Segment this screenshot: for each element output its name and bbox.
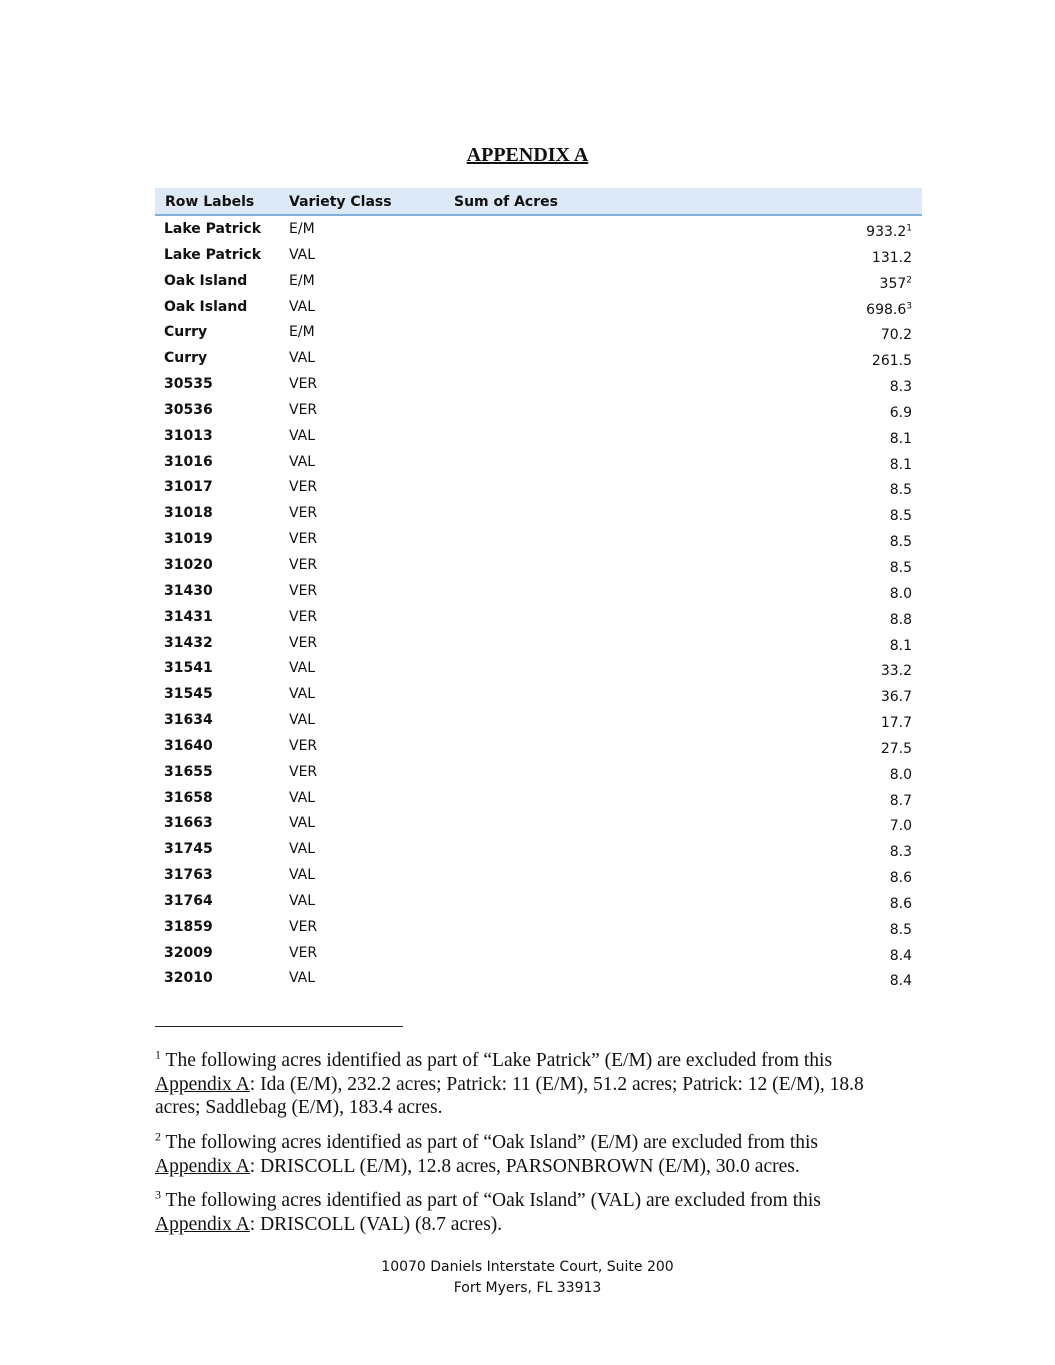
sum-of-acres — [890, 767, 912, 783]
acres-value: 70.2 — [880, 327, 912, 344]
acres-value: 27.5 — [880, 740, 912, 757]
table-row — [155, 578, 922, 604]
sum-of-acres — [890, 638, 912, 654]
acres-value: 8.0 — [889, 585, 912, 602]
sum-of-acres — [890, 379, 912, 395]
variety-class: VAL — [289, 686, 316, 703]
header-sum-of-acres: Sum of Acres — [454, 194, 558, 210]
row-label: 31018 — [164, 505, 213, 522]
acres-value: 6.9 — [889, 404, 912, 421]
sum-of-acres — [890, 586, 912, 602]
table-row — [155, 319, 922, 345]
table-row — [155, 707, 922, 733]
row-label: 30535 — [164, 376, 213, 393]
variety-class: VER — [289, 479, 318, 496]
sum-of-acres — [890, 508, 912, 524]
footnote-3 — [155, 1189, 885, 1236]
variety-class: VER — [289, 944, 318, 961]
sum-of-acres — [890, 948, 912, 964]
variety-class: VER — [289, 531, 318, 548]
variety-class: VER — [289, 634, 318, 651]
sum-of-acres — [881, 741, 912, 757]
footnote-3-number: 3 — [155, 1187, 161, 1202]
row-label: 31763 — [164, 867, 213, 884]
row-label: 31020 — [164, 556, 213, 573]
table-row — [155, 862, 922, 888]
sum-of-acres — [890, 612, 912, 628]
sum-of-acres — [890, 431, 912, 447]
table-row — [155, 552, 922, 578]
variety-class: VER — [289, 737, 318, 754]
footnote-1-link: Appendix A — [155, 1073, 250, 1095]
table-body — [155, 216, 922, 991]
footnote-marker: 3 — [906, 300, 912, 311]
variety-class: VAL — [289, 298, 316, 315]
address-line-2: Fort Myers, FL 33913 — [453, 1280, 602, 1296]
table-row — [155, 940, 922, 966]
acres-value: 8.5 — [889, 482, 912, 499]
table-row — [155, 345, 922, 371]
acres-value: 131.2 — [871, 249, 912, 266]
acres-value: 8.3 — [889, 379, 912, 396]
footnote-2-lead: The following acres identified as part of “Oak Island” (E/M) are excluded from this — [165, 1132, 819, 1153]
table-row — [155, 836, 922, 862]
sum-of-acres — [890, 896, 912, 912]
table-row — [155, 655, 922, 681]
row-label: 31432 — [164, 634, 213, 651]
sum-of-acres — [890, 560, 912, 576]
row-label: 30536 — [164, 401, 213, 418]
acres-value: 36.7 — [880, 689, 912, 706]
acres-value: 8.8 — [889, 611, 912, 628]
sum-of-acres — [881, 327, 912, 343]
sum-of-acres — [872, 353, 912, 369]
table-row — [155, 474, 922, 500]
row-label: 31655 — [164, 763, 213, 780]
variety-class: VAL — [289, 660, 316, 677]
row-label: Curry — [164, 324, 208, 341]
variety-class: VER — [289, 376, 318, 393]
acres-value: 8.7 — [889, 792, 912, 809]
acres-table — [155, 188, 922, 991]
row-label: 31634 — [164, 712, 213, 729]
header-variety-class: Variety Class — [289, 194, 392, 210]
sum-of-acres — [890, 405, 912, 421]
table-row — [155, 733, 922, 759]
address-footer — [0, 1257, 1055, 1299]
variety-class: E/M — [289, 324, 315, 341]
table-row — [155, 268, 922, 294]
footnote-3-lead: The following acres identified as part of “Oak Island” (VAL) are excluded from this — [165, 1190, 821, 1211]
variety-class: VER — [289, 505, 318, 522]
sum-of-acres — [890, 922, 912, 938]
sum-of-acres — [881, 663, 912, 679]
acres-value: 8.4 — [889, 973, 912, 990]
variety-class: VAL — [289, 246, 316, 263]
table-row — [155, 759, 922, 785]
sum-of-acres — [890, 793, 912, 809]
row-label: Curry — [164, 350, 208, 367]
footnote-1-tail: : Ida (E/M), 232.2 acres; Patrick: 11 (E/M), 51.2 acres; Patrick: 12 (E/M), 18.8 acres; Saddlebag (E/M), 183.4 acres. — [155, 1073, 864, 1118]
table-row — [155, 371, 922, 397]
variety-class: VAL — [289, 453, 316, 470]
row-label: 31017 — [164, 479, 213, 496]
row-label: 32009 — [164, 944, 213, 961]
acres-value: 933.2 — [866, 224, 907, 240]
table-row — [155, 810, 922, 836]
table-header — [155, 188, 922, 216]
row-label: 31764 — [164, 892, 213, 909]
row-label: 31545 — [164, 686, 213, 703]
row-label: 31431 — [164, 608, 213, 625]
row-label: 31859 — [164, 918, 213, 935]
footnote-1-lead: The following acres identified as part of “Lake Patrick” (E/M) are excluded from this — [165, 1050, 833, 1071]
header-row-labels: Row Labels — [165, 194, 255, 210]
row-label: 31013 — [164, 427, 213, 444]
row-label: Oak Island — [164, 298, 248, 315]
acres-value: 8.1 — [889, 430, 912, 447]
sum-of-acres — [866, 224, 912, 240]
acres-value: 8.4 — [889, 947, 912, 964]
variety-class: VAL — [289, 970, 316, 987]
table-row — [155, 630, 922, 656]
table-row — [155, 423, 922, 449]
row-label: 31640 — [164, 737, 213, 754]
footnote-separator — [155, 1026, 403, 1027]
variety-class: VAL — [289, 892, 316, 909]
table-row — [155, 397, 922, 423]
footnote-2-link: Appendix A — [155, 1155, 250, 1177]
acres-value: 8.5 — [889, 534, 912, 551]
variety-class: VAL — [289, 427, 316, 444]
acres-value: 8.0 — [889, 766, 912, 783]
table-row — [155, 449, 922, 475]
acres-value: 8.1 — [889, 637, 912, 654]
row-label: 31430 — [164, 582, 213, 599]
sum-of-acres — [881, 689, 912, 705]
acres-value: 8.1 — [889, 456, 912, 473]
sum-of-acres — [890, 844, 912, 860]
acres-value: 698.6 — [866, 301, 907, 318]
table-row — [155, 681, 922, 707]
table-row — [155, 294, 922, 320]
table-row — [155, 914, 922, 940]
row-label: 31745 — [164, 841, 213, 858]
page-title: APPENDIX A — [466, 144, 589, 166]
acres-value: 8.6 — [889, 895, 912, 912]
variety-class: VAL — [289, 789, 316, 806]
sum-of-acres — [890, 818, 912, 834]
variety-class: E/M — [289, 272, 315, 289]
row-label: 31016 — [164, 453, 213, 470]
variety-class: VER — [289, 918, 318, 935]
sum-of-acres — [890, 870, 912, 886]
variety-class: VAL — [289, 350, 316, 367]
variety-class: VAL — [289, 867, 316, 884]
footnote-1-number: 1 — [155, 1047, 161, 1062]
row-label: 31541 — [164, 660, 213, 677]
acres-value: 7.0 — [889, 818, 912, 835]
sum-of-acres — [881, 715, 912, 731]
acres-value: 8.6 — [889, 870, 912, 887]
row-label: Oak Island — [164, 272, 248, 289]
sum-of-acres — [880, 276, 912, 292]
variety-class: VER — [289, 608, 318, 625]
sum-of-acres — [872, 250, 912, 266]
address-line-1: 10070 Daniels Interstate Court, Suite 200 — [381, 1259, 674, 1275]
table-row — [155, 965, 922, 991]
variety-class: VAL — [289, 712, 316, 729]
acres-value: 33.2 — [880, 663, 912, 680]
variety-class: VER — [289, 401, 318, 418]
table-row — [155, 500, 922, 526]
sum-of-acres — [890, 457, 912, 473]
sum-of-acres — [890, 482, 912, 498]
variety-class: VER — [289, 556, 318, 573]
acres-value: 8.5 — [889, 921, 912, 938]
sum-of-acres — [866, 302, 912, 318]
acres-value: 17.7 — [880, 715, 912, 732]
footnote-2 — [155, 1131, 885, 1178]
footnote-3-link: Appendix A — [155, 1213, 250, 1235]
row-label: 31658 — [164, 789, 213, 806]
variety-class: VER — [289, 763, 318, 780]
row-label: 31019 — [164, 531, 213, 548]
footnote-2-number: 2 — [155, 1129, 161, 1144]
table-row — [155, 242, 922, 268]
footnote-marker: 2 — [906, 275, 912, 286]
acres-value: 8.5 — [889, 508, 912, 525]
acres-value: 357 — [879, 275, 907, 292]
acres-value: 8.3 — [889, 844, 912, 861]
row-label: Lake Patrick — [164, 246, 262, 263]
variety-class: VAL — [289, 841, 316, 858]
table-row — [155, 216, 922, 242]
footnote-3-tail: : DRISCOLL (VAL) (8.7 acres). — [249, 1213, 503, 1235]
table-row — [155, 604, 922, 630]
acres-value: 261.5 — [871, 353, 912, 370]
acres-value: 8.5 — [889, 559, 912, 576]
table-row — [155, 785, 922, 811]
variety-class: E/M — [289, 221, 315, 237]
table-row — [155, 526, 922, 552]
row-label: Lake Patrick — [164, 221, 262, 237]
table-row — [155, 888, 922, 914]
sum-of-acres — [890, 973, 912, 989]
row-label: 31663 — [164, 815, 213, 832]
variety-class: VER — [289, 582, 318, 599]
sum-of-acres — [890, 534, 912, 550]
footnote-marker: 1 — [906, 223, 912, 234]
row-label: 32010 — [164, 970, 213, 987]
variety-class: VAL — [289, 815, 316, 832]
footnote-1 — [155, 1049, 885, 1120]
footnote-2-tail: : DRISCOLL (E/M), 12.8 acres, PARSONBROWN (E/M), 30.0 acres. — [249, 1155, 800, 1177]
